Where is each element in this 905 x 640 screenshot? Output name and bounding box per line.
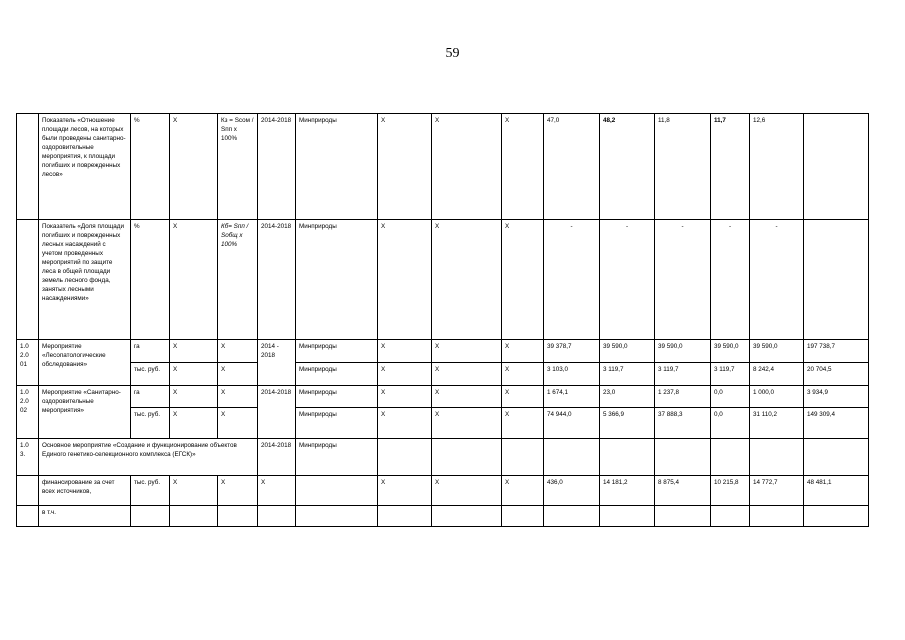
value-cell: 14 772,7 <box>750 476 804 506</box>
period-cell: 2014-2018 <box>258 386 296 439</box>
unit-cell: тыс. руб. <box>131 408 170 439</box>
row-number-cell <box>17 506 39 527</box>
x-cell: Х <box>378 363 432 386</box>
empty-cell <box>600 439 655 476</box>
x-cell: Х <box>502 220 544 340</box>
org-cell <box>296 476 378 506</box>
value-cell: - <box>544 220 600 340</box>
x-cell: Х <box>502 363 544 386</box>
formula-cell: Кз = Sсом / Sпп х 100% <box>218 114 258 220</box>
value-cell: 3 119,7 <box>655 363 711 386</box>
x-cell: Х <box>218 363 258 386</box>
value-cell: 1 237,8 <box>655 386 711 408</box>
x-cell: Х <box>432 408 502 439</box>
org-cell: Минприроды <box>296 340 378 363</box>
value-cell: 0,0 <box>711 386 750 408</box>
formula-cell: Кб= Sпп / Sобщ х 100% <box>218 220 258 340</box>
x-cell: Х <box>432 340 502 363</box>
x-cell: Х <box>218 340 258 363</box>
x-cell: Х <box>432 386 502 408</box>
page-number: 59 <box>445 46 460 61</box>
total-cell: 20 704,5 <box>804 363 869 386</box>
empty-cell <box>655 506 711 527</box>
x-cell: Х <box>170 363 218 386</box>
table-row <box>17 408 869 439</box>
org-cell: Минприроды <box>296 386 378 408</box>
x-cell: Х <box>502 386 544 408</box>
org-cell: Минприроды <box>296 439 378 476</box>
row-number-cell: 1.0 2.0 02 <box>17 386 39 439</box>
value-cell: 3 103,0 <box>544 363 600 386</box>
empty-cell <box>711 506 750 527</box>
value-cell: 3 119,7 <box>600 363 655 386</box>
x-cell: Х <box>432 114 502 220</box>
empty-cell <box>804 506 869 527</box>
row-number-cell <box>17 476 39 506</box>
main-measure-name-cell: Основное мероприятие «Создание и функционирование объектов Единого генетико-селекционного комплекса (ЕГСК)» <box>39 439 258 476</box>
x-cell: Х <box>170 340 218 363</box>
value-cell: 8 875,4 <box>655 476 711 506</box>
indicator-name-cell: Показатель «Доля площади погибших и поврежденных лесных насаждений с учетом проведенных мероприятий по защите леса в общей площади земель лесного фонда, занятых лесными насаждениями» <box>39 220 131 340</box>
period-cell: 2014-2018 <box>258 439 296 476</box>
x-cell: Х <box>432 363 502 386</box>
value-cell: 31 110,2 <box>750 408 804 439</box>
row-number-cell: 1.0 2.0 01 <box>17 340 39 386</box>
value-cell: 47,0 <box>544 114 600 220</box>
including-label-cell: в т.ч. <box>39 506 131 527</box>
org-cell: Минприроды <box>296 114 378 220</box>
total-cell: 48 481,1 <box>804 476 869 506</box>
value-cell: 14 181,2 <box>600 476 655 506</box>
org-cell: Минприроды <box>296 220 378 340</box>
value-cell: 39 590,0 <box>750 340 804 363</box>
value-cell: - <box>711 220 750 340</box>
table-row <box>17 506 869 527</box>
period-cell: 2014 - 2018 <box>258 340 296 386</box>
x-cell: Х <box>378 476 432 506</box>
x-cell: Х <box>170 114 218 220</box>
table-row <box>17 439 869 476</box>
empty-cell <box>378 439 432 476</box>
table-row <box>17 340 869 363</box>
empty-cell <box>655 439 711 476</box>
empty-cell <box>750 506 804 527</box>
value-cell: 74 944,0 <box>544 408 600 439</box>
value-cell: 8 242,4 <box>750 363 804 386</box>
x-cell: Х <box>432 476 502 506</box>
value-cell: 39 590,0 <box>600 340 655 363</box>
unit-cell: тыс. руб. <box>131 363 170 386</box>
total-cell: 197 738,7 <box>804 340 869 363</box>
value-cell: - <box>655 220 711 340</box>
value-cell: 37 888,3 <box>655 408 711 439</box>
total-cell: 3 934,9 <box>804 386 869 408</box>
empty-cell <box>750 439 804 476</box>
org-cell: Минприроды <box>296 408 378 439</box>
empty-cell <box>544 506 600 527</box>
empty-cell <box>544 439 600 476</box>
x-cell: Х <box>218 408 258 439</box>
row-number-cell: 1.0 3. <box>17 439 39 476</box>
x-cell: Х <box>218 476 258 506</box>
empty-cell <box>432 439 502 476</box>
financing-label-cell: финансирование за счет всех источников, <box>39 476 131 506</box>
table-row <box>17 114 869 220</box>
x-cell: Х <box>502 340 544 363</box>
period-cell: 2014-2018 <box>258 114 296 220</box>
period-cell: 2014-2018 <box>258 220 296 340</box>
x-cell: Х <box>502 114 544 220</box>
empty-cell <box>218 506 258 527</box>
measure-name-cell: Мероприятие «Лесопатологические обследования» <box>39 340 131 386</box>
value-cell: 23,0 <box>600 386 655 408</box>
table-row <box>17 363 869 386</box>
empty-cell <box>258 506 296 527</box>
x-cell: Х <box>378 408 432 439</box>
value-cell: 39 590,0 <box>711 340 750 363</box>
unit-cell: га <box>131 340 170 363</box>
program-table <box>16 113 869 527</box>
x-cell: Х <box>258 476 296 506</box>
value-cell: 48,2 <box>600 114 655 220</box>
x-cell: Х <box>432 220 502 340</box>
measure-name-cell: Мероприятие «Санитарно-оздоровительные мероприятия» <box>39 386 131 439</box>
x-cell: Х <box>502 408 544 439</box>
empty-cell <box>804 439 869 476</box>
unit-cell: тыс. руб. <box>131 476 170 506</box>
x-cell: Х <box>170 408 218 439</box>
total-cell <box>804 220 869 340</box>
empty-cell <box>711 439 750 476</box>
unit-cell: % <box>131 114 170 220</box>
empty-cell <box>502 439 544 476</box>
x-cell: Х <box>378 340 432 363</box>
x-cell: Х <box>170 220 218 340</box>
indicator-name-cell: Показатель «Отношение площади лесов, на которых были проведены санитарно-оздоровительные мероприятия, к площади погибших и поврежденных лесов» <box>39 114 131 220</box>
value-cell: 10 215,8 <box>711 476 750 506</box>
total-cell <box>804 114 869 220</box>
table-row <box>17 220 869 340</box>
value-cell: 39 590,0 <box>655 340 711 363</box>
unit-cell: % <box>131 220 170 340</box>
org-cell: Минприроды <box>296 363 378 386</box>
empty-cell <box>296 506 378 527</box>
empty-cell <box>170 506 218 527</box>
empty-cell <box>131 506 170 527</box>
row-number-cell <box>17 114 39 220</box>
x-cell: Х <box>378 220 432 340</box>
empty-cell <box>502 506 544 527</box>
row-number-cell <box>17 220 39 340</box>
value-cell: - <box>750 220 804 340</box>
value-cell: 11,8 <box>655 114 711 220</box>
value-cell: 3 119,7 <box>711 363 750 386</box>
value-cell: - <box>600 220 655 340</box>
value-cell: 11,7 <box>711 114 750 220</box>
value-cell: 1 000,0 <box>750 386 804 408</box>
value-cell: 0,0 <box>711 408 750 439</box>
x-cell: Х <box>218 386 258 408</box>
x-cell: Х <box>378 386 432 408</box>
x-cell: Х <box>170 476 218 506</box>
x-cell: Х <box>378 114 432 220</box>
empty-cell <box>378 506 432 527</box>
total-cell: 149 309,4 <box>804 408 869 439</box>
value-cell: 39 378,7 <box>544 340 600 363</box>
table-row <box>17 476 869 506</box>
empty-cell <box>600 506 655 527</box>
value-cell: 1 674,1 <box>544 386 600 408</box>
value-cell: 5 366,9 <box>600 408 655 439</box>
x-cell: Х <box>170 386 218 408</box>
x-cell: Х <box>502 476 544 506</box>
table-row <box>17 386 869 408</box>
value-cell: 436,0 <box>544 476 600 506</box>
unit-cell: га <box>131 386 170 408</box>
value-cell: 12,6 <box>750 114 804 220</box>
empty-cell <box>432 506 502 527</box>
